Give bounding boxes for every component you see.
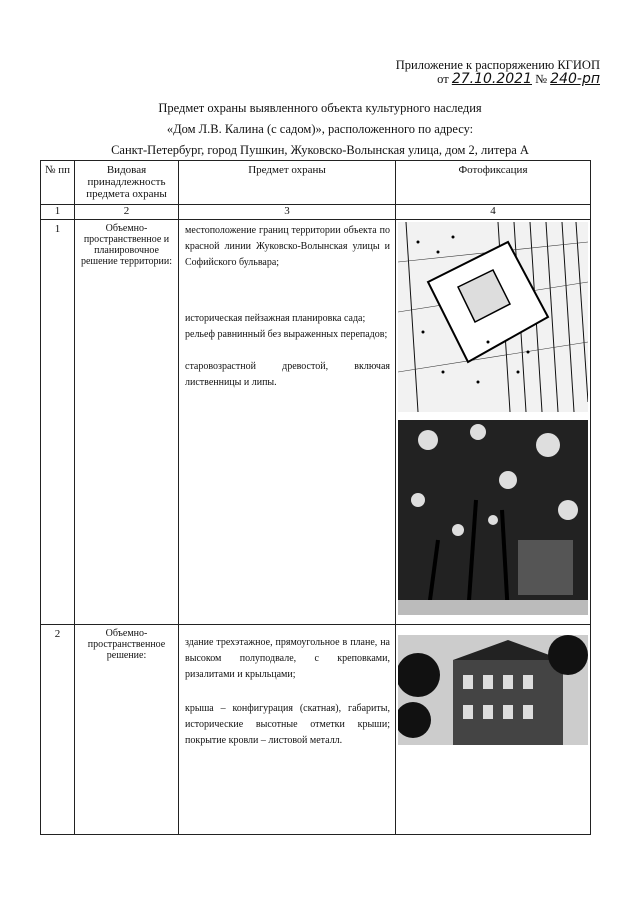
doc-title-line1: Предмет охраны выявленного объекта культурного наследия [158,101,482,115]
appendix-label: Приложение к распоряжению КГИОП [395,58,600,72]
col-header-photo: Фотофиксация [396,161,591,205]
row-photos [396,625,591,835]
subject-item: рельеф равнинный без выраженных перепадов; [185,329,388,340]
col-header-number: № пп [41,161,75,205]
decree-date: 27.10.2021 [451,71,532,87]
col-number: 4 [396,205,591,220]
row-number: 1 [41,220,75,625]
subject-item: старовозрастной древостой, включая лиственницы и липы. [185,361,390,388]
row-kind: Объемно-пространственное и планировочное решение территории: [75,220,179,625]
row-subject [179,625,396,835]
row-kind: Объемно-пространственное решение: [75,625,179,835]
from-label: от [437,72,449,86]
table-header-row [41,161,591,205]
col-number: 2 [75,205,179,220]
subject-item: местоположение границ территории объекта по красной линии Жуковско-Волынская улицы и Софийского бульвара; [185,225,390,268]
row-subject [179,220,396,625]
table-row [41,220,591,625]
garden-trees-photo-image [398,420,588,615]
doc-title-line3: Санкт-Петербург, город Пушкин, Жуковско-Волынская улица, дом 2, литера А [111,143,529,157]
col-number: 3 [179,205,396,220]
col-header-kind: Видовая принадлежность предмета охраны [75,161,179,205]
row-number: 2 [41,625,75,835]
col-header-subject: Предмет охраны [179,161,396,205]
subject-item: здание трехэтажное, прямоугольное в плане, на высоком полуподвале, с креповками, ризалитами и крыльцами; [185,637,390,680]
site-plan-map-image [398,222,588,412]
subject-item: крыша – конфигурация (скатная), габариты, исторические высотные отметки крыши; покрытие кровли – листовой металл. [185,703,390,746]
col-number: 1 [41,205,75,220]
row-photos [396,220,591,625]
table-row [41,625,591,835]
number-label: № [535,72,548,86]
decree-number: 240-рп [550,71,600,87]
doc-title-line2: «Дом Л.В. Калина (с садом)», расположенного по адресу: [166,122,474,136]
subject-item: историческая пейзажная планировка сада; [185,313,366,324]
protection-table [40,160,591,835]
column-numbers-row [41,205,591,220]
building-facade-photo-image [398,635,588,745]
decree-ref [437,72,600,87]
